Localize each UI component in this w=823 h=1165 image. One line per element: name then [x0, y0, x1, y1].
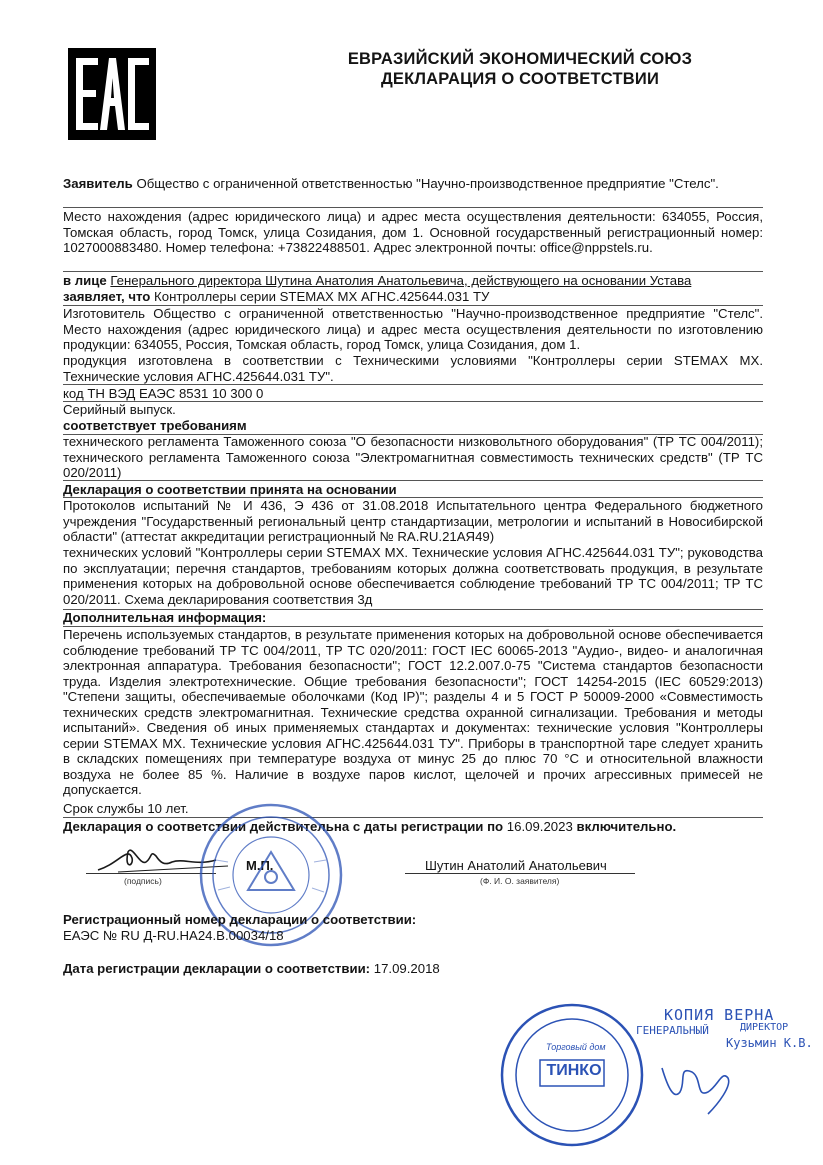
applicant-person — [63, 273, 763, 289]
divider — [63, 480, 763, 481]
divider — [63, 817, 763, 818]
copy-stamp-position2: ДИРЕКТОР — [740, 1022, 789, 1033]
registration-date: 17.09.2018 — [373, 961, 440, 976]
person-label: в лице — [63, 273, 107, 288]
signer-line — [405, 873, 635, 874]
copy-signature-icon — [648, 1048, 748, 1118]
registration-label: Регистрационный номер декларации о соответствии: — [63, 912, 417, 927]
signer-name: Шутин Анатолий Анатольевич — [425, 858, 607, 873]
signature-caption: (подпись) — [124, 876, 162, 886]
basis-label: Декларация о соответствии принята на основании — [63, 482, 397, 497]
requirements-text: технического регламента Таможенного союза "О безопасности низковольтного оборудования" (ТР ТС 004/2011); технического регламента Таможенного союза "Электромагнитная совместимость технических средств" (ТР ТС 020/2011) — [63, 434, 763, 480]
applicant-block — [63, 176, 763, 192]
divider — [63, 384, 763, 385]
basis-protocols: Протоколов испытаний № И 436, Э 436 от 31.08.2018 Испытательного центра Федерального бюджетного учреждения "Государственный региональный центр стандартизации, метрологии и испытаний в Новосибирской области" (аттестат аккредитации регистрационный № RA.RU.21АЯ49) — [63, 498, 763, 544]
validity-suffix: включительно. — [576, 819, 677, 834]
validity-line — [63, 819, 763, 835]
copy-stamp-name: Кузьмин К.В. — [726, 1036, 813, 1050]
tinko-seal — [498, 1000, 646, 1150]
requirements-label: соответствует требованиям — [63, 418, 247, 433]
tnved-code: код ТН ВЭД ЕАЭС 8531 10 300 0 — [63, 386, 264, 401]
applicant-address: Место нахождения (адрес юридического лица) и адрес места осуществления деятельности: 634055, Россия, Томская область, город Томск, улица Созидания, дом 1. Основной государственный регистрационный номер: 1027000883480. Номер телефона: +73822488501. Адрес электронной почты: office@nppstels.ru. — [63, 209, 763, 255]
person-text: Генерального директора Шутина Анатолия Анатольевича, действующего на основании Устава — [110, 273, 692, 288]
eac-logo — [68, 48, 156, 140]
declares-line — [63, 289, 763, 305]
tinko-seal-top: Торговый дом — [546, 1042, 606, 1052]
manufacturer-text: Изготовитель Общество с ограниченной ответственностью "Научно-производственное предприятие "Стелс". Место нахождения (адрес юридического лица) и адрес места осуществления деятельности по изготовлению продукции: 634055, Россия, Томская область, город Томск, улица Созидания, дом 1. — [63, 306, 763, 352]
basis-documents: технических условий "Контроллеры серии STEMAX MX. Технические условия АГНС.425644.031 ТУ"; руководства по эксплуатации; перечня стандартов, требованиям которых должна соответствовать продукция, в результате применения которых на добровольной основе обеспечивается соблюдение требований ТР ТС 004/2011; ТР ТС 020/2011. Схема декларирования соответствия 3д — [63, 545, 763, 607]
additional-label: Дополнительная информация: — [63, 610, 267, 625]
declares-label: заявляет, что — [63, 289, 151, 304]
applicant-label: Заявитель — [63, 176, 133, 191]
tinko-seal-brand: ТИНКО — [546, 1062, 602, 1079]
signer-caption: (Ф. И. О. заявителя) — [480, 876, 560, 886]
copy-stamp-title: КОПИЯ ВЕРНА — [664, 1006, 775, 1024]
registration-date-line — [63, 961, 763, 977]
registration-number: ЕАЭС № RU Д-RU.НА24.В.00034/18 — [63, 928, 284, 943]
copy-stamp-position: ГЕНЕРАЛЬНЫЙ — [636, 1024, 709, 1037]
validity-prefix: Декларация о соответствии действительна с даты регистрации по — [63, 819, 504, 834]
registration-date-label: Дата регистрации декларации о соответствии: — [63, 961, 371, 976]
document-title: ДЕКЛАРАЦИЯ О СООТВЕТСТВИИ — [380, 70, 660, 88]
serial-text: Серийный выпуск. — [63, 402, 176, 417]
additional-text: Перечень используемых стандартов, в результате применения которых на добровольной основе обеспечивается соблюдение требований ТР ТС 004/2011, ТР ТС 020/2011: ГОСТ IEC 60065-2013 "Аудио-, видео- и аналогичная электронная аппаратура. Требования безопасности"; ГОСТ 12.2.007.0-75 "Система стандартов безопасности труда. Изделия электротехнические. Общие требования безопасности"; ГОСТ 14254-2015 (IEC 60529:2013) "Степени защиты, обеспечиваемые оболочками (Код IP)"; разделы 4 и 5 ГОСТ Р 50009-2000 «Совместимость технических средств электромагнитная. Технические средства охранной сигнализации. Требования и методы испытаний». Сведения об иных применяемых стандартах и документах: технические условия "Контроллеры серии STEMAX MX. Технические условия АГНС.425644.031 ТУ". Приборы в транспортной таре следует хранить в складских помещениях при температуре воздуха от минус 25 до плюс 70 °С и относительной влажности воздуха не более 85 %. Наличие в воздухе паров кислот, щелочей и прочих агрессивных примесей не допускается. — [63, 627, 763, 797]
produced-text: продукция изготовлена в соответствии с Техническими условиями "Контроллеры серии STEMAX MX. Технические условия АГНС.425644.031 ТУ". — [63, 353, 763, 384]
validity-date: 16.09.2023 — [506, 819, 573, 834]
union-title: ЕВРАЗИЙСКИЙ ЭКОНОМИЧЕСКИЙ СОЮЗ — [347, 50, 693, 68]
eac-mark-icon — [68, 48, 156, 140]
seal-place-label: М.П. — [246, 858, 274, 873]
divider — [63, 207, 763, 208]
divider — [63, 271, 763, 272]
service-life: Срок службы 10 лет. — [63, 801, 189, 816]
declares-product: Контроллеры серии STEMAX MX АГНС.425644.031 ТУ — [154, 289, 490, 304]
applicant-name: Общество с ограниченной ответственностью "Научно-производственное предприятие "Стелс". — [136, 176, 719, 191]
